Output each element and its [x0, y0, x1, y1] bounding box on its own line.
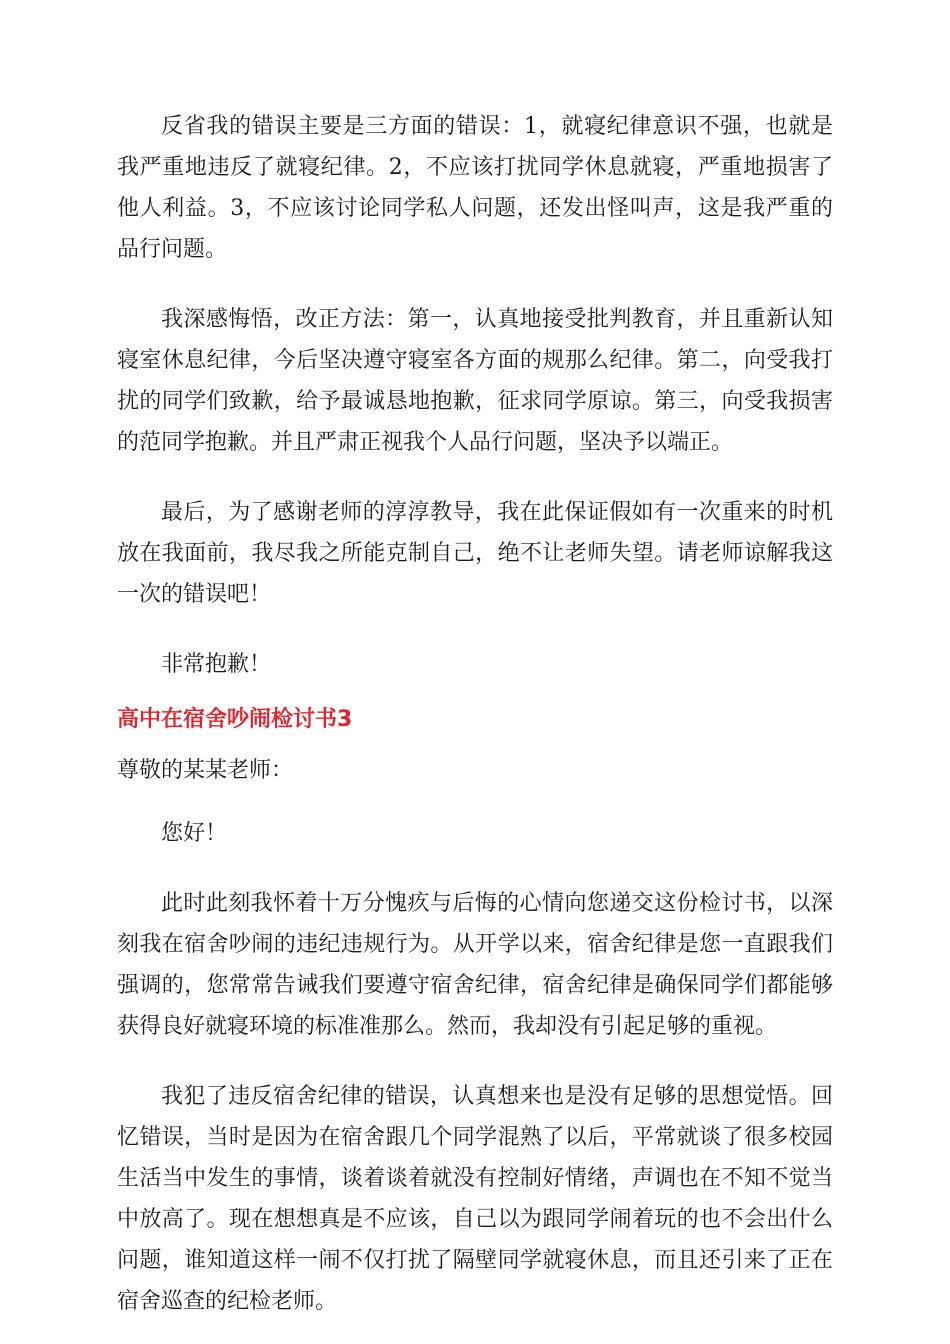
paragraph-reflection: 我犯了违反宿舍纪律的错误，认真想来也是没有足够的思想觉悟。回忆错误，当时是因为在宿舍跟几个同学混熟了以后，平常就谈了很多校园生活当中发生的事情，谈着谈着就没有控制好情绪，声调也在不知不觉当中放高了。现在想想真是不应该，自己以为跟同学闹着玩的也不会出什么问题，谁知道这样一闹不仅打扰了隔壁同学就寝休息，而且还引来了正在宿舍巡查的纪检老师。: [117, 1084, 833, 1314]
paragraph-confession: 此时此刻我怀着十万分愧疚与后悔的心情向您递交这份检讨书，以深刻我在宿舍吵闹的违纪违规行为。从开学以来，宿舍纪律是您一直跟我们强调的，您常常告诫我们要遵守宿舍纪律，宿舍纪律是确保同学们都能够获得良好就寝环境的标准准那么。然而，我却没有引起足够的重视。: [117, 891, 833, 1039]
paragraph-apology: 非常抱歉！: [161, 652, 272, 677]
paragraph-promise: 最后，为了感谢老师的淳淳教导，我在此保证假如有一次重来的时机放在我面前，我尽我之所能克制自己，绝不让老师失望。请老师谅解我这一次的错误吧！: [117, 500, 833, 607]
greeting-line: 您好！: [161, 821, 228, 846]
document-body: [117, 106, 833, 1322]
paragraph-mistakes: 反省我的错误主要是三方面的错误：1，就寝纪律意识不强，也就是我严重地违反了就寝纪律。2，不应该打扰同学休息就寝，严重地损害了他人利益。3，不应该讨论同学私人问题，还发出怪叫声，这是我严重的品行问题。: [117, 114, 833, 262]
salutation-line: 尊敬的某某老师：: [117, 758, 294, 783]
section-heading: 高中在宿舍吵闹检讨书3: [117, 707, 353, 732]
paragraph-corrections: 我深感悔悟，改正方法：第一，认真地接受批判教育，并且重新认知寝室休息纪律，今后坚决遵守寝室各方面的规那么纪律。第二，向受我打扰的同学们致歉，给予最诚恳地抱歉，征求同学原谅。第三，向受我损害的范同学抱歉。并且严肃正视我个人品行问题，坚决予以端正。: [117, 307, 833, 455]
